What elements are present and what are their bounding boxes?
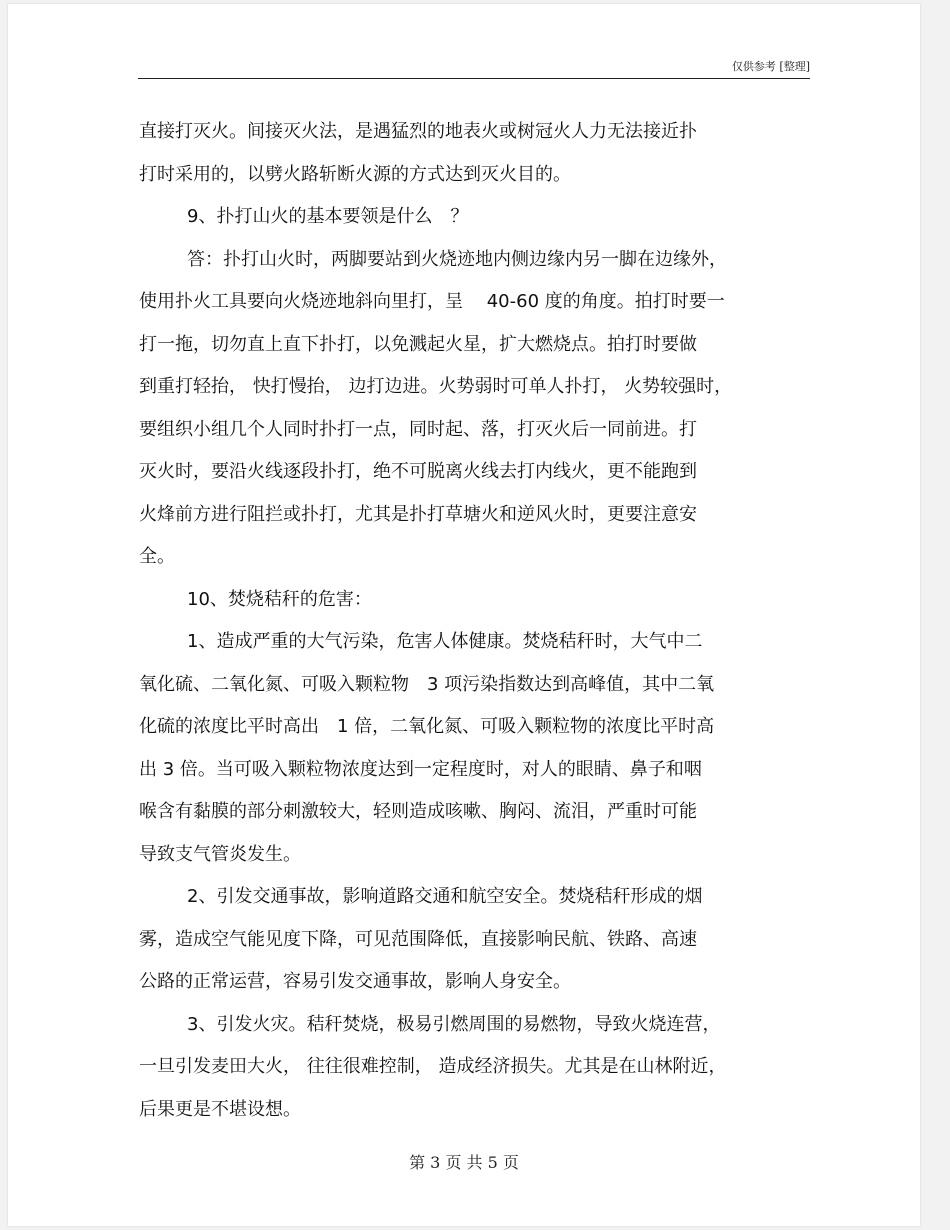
text-line: 灭火时，要沿火线逐段扑打，绝不可脱离火线去打内线火，更不能跑到 [139, 461, 697, 482]
text-line: 化硫的浓度比平时高出 1 倍，二氧化氮、可吸入颗粒物的浓度比平时高 [139, 716, 715, 737]
section-heading: 10、焚烧秸秆的危害： [187, 588, 372, 610]
text-line: 直接打灭火。间接灭火法，是遇猛烈的地表火或树冠火人力无法接近扑 [139, 121, 697, 142]
text-line: 雾，造成空气能见度下降，可见范围降低，直接影响民航、铁路、高速 [139, 928, 697, 950]
question-heading: 9、扑打山火的基本要领是什么 ？ [187, 206, 469, 227]
text-line: 打一拖，切勿直上直下扑打，以免溅起火星，扩大燃烧点。拍打时要做 [139, 333, 697, 355]
text-line: 答：扑打山火时，两脚要站到火烧迹地内侧边缘内另一脚在边缘外， [187, 248, 727, 270]
text-line: 使用扑火工具要向火烧迹地斜向里打，呈 40-60 度的角度。拍打时要一 [139, 291, 725, 312]
text-line: 一旦引发麦田大火， 往往很难控制， 造成经济损失。尤其是在山林附近， [139, 1056, 727, 1077]
text-line: 导致支气管炎发生。 [139, 843, 301, 865]
text-line: 2、引发交通事故，影响道路交通和航空安全。焚烧秸秆形成的烟 [187, 886, 703, 907]
text-line: 要组织小组几个人同时扑打一点，同时起、落，打灭火后一同前进。打 [139, 418, 697, 440]
text-line: 公路的正常运营，容易引发交通事故，影响人身安全。 [139, 971, 571, 992]
document-body [139, 111, 819, 1131]
page-number: 第 3 页 共 5 页 [409, 1153, 519, 1172]
header-divider [138, 78, 810, 79]
text-line: 氧化硫、二氧化氮、可吸入颗粒物 3 项污染指数达到高峰值，其中二氧 [139, 673, 715, 695]
text-line: 后果更是不堪设想。 [139, 1098, 301, 1120]
text-line: 打时采用的，以劈火路斩断火源的方式达到灭火目的。 [139, 163, 571, 185]
text-line: 全。 [139, 546, 175, 567]
text-line: 喉含有黏膜的部分刺激较大，轻则造成咳嗽、胸闷、流泪，严重时可能 [139, 801, 697, 822]
header-note: 仅供参考 [整理] [731, 60, 810, 73]
text-line: 到重打轻抬， 快打慢抬， 边打边进。火势弱时可单人扑打， 火势较强时， [139, 376, 733, 397]
text-line: 1、造成严重的大气污染，危害人体健康。焚烧秸秆时，大气中二 [187, 631, 703, 652]
text-line: 3、引发火灾。秸秆焚烧，极易引燃周围的易燃物，导致火烧连营， [187, 1013, 721, 1035]
text-line: 出 3 倍。当可吸入颗粒物浓度达到一定程度时，对人的眼睛、鼻子和咽 [139, 758, 702, 780]
text-line: 火烽前方进行阻拦或扑打，尤其是扑打草塘火和逆风火时，更要注意安 [139, 503, 697, 525]
document-page [8, 4, 920, 1226]
